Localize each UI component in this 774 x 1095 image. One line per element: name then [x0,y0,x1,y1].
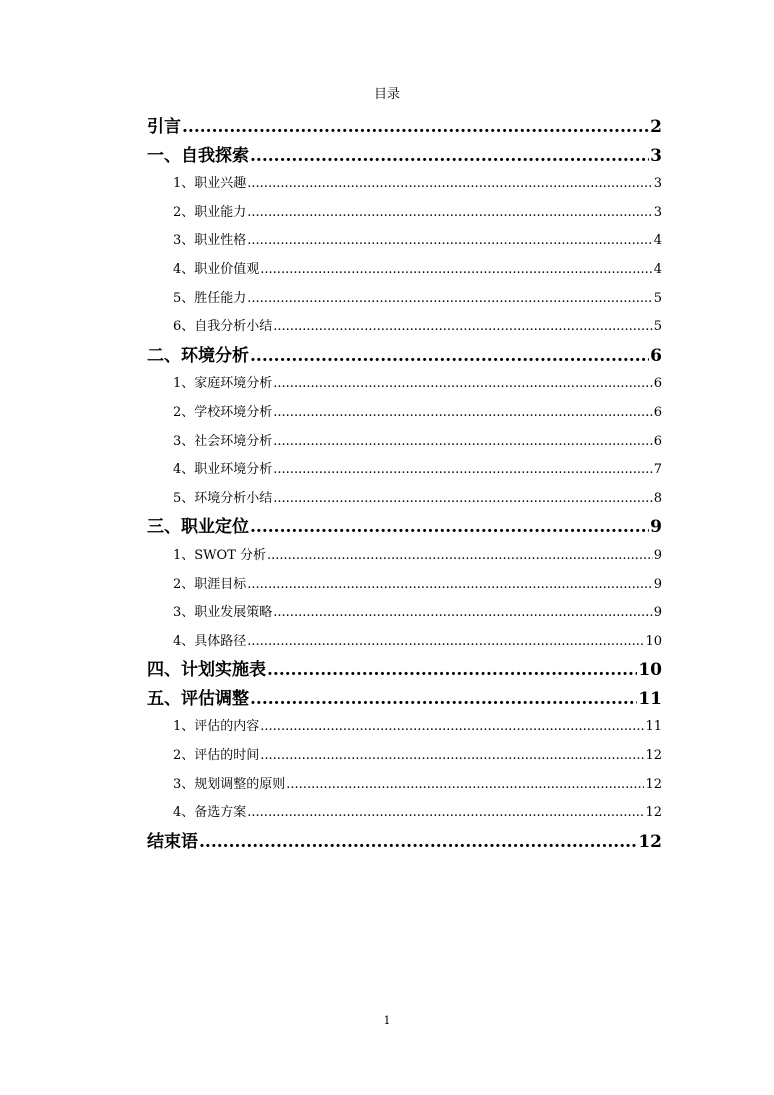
toc-section-entry[interactable] [147,713,662,742]
toc-entry-page-number: 3 [653,176,662,192]
toc-dot-leader [250,342,649,371]
toc-entry-page-number: 7 [653,462,662,478]
toc-dot-leader [273,485,652,514]
toc-entry-page-number: 9 [650,517,662,538]
toc-dot-leader [273,313,652,342]
toc-section-entry[interactable] [147,771,662,800]
toc-entry-page-number: 4 [653,261,662,277]
toc-chapter-entry[interactable] [147,113,662,142]
toc-chapter-entry[interactable] [147,656,662,685]
toc-entry-page-number: 6 [653,404,662,420]
toc-entry-page-number: 6 [650,345,662,366]
toc-section-entry[interactable] [147,170,662,199]
toc-section-entry[interactable] [147,285,662,314]
toc-entry-label: 5、胜任能力 [173,290,247,306]
toc-entry-label: 4、备选方案 [173,805,247,821]
toc-entry-page-number: 10 [645,633,662,649]
toc-entry-page-number: 10 [638,660,662,681]
toc-entry-label: 3、职业性格 [173,233,247,249]
table-of-contents [147,113,662,856]
toc-entry-page-number: 12 [645,776,662,792]
toc-chapter-entry[interactable] [147,513,662,542]
toc-dot-leader [273,370,652,399]
toc-section-entry[interactable] [147,599,662,628]
toc-dot-leader [247,571,652,600]
toc-entry-page-number: 6 [653,376,662,392]
toc-section-entry[interactable] [147,456,662,485]
toc-entry-page-number: 11 [645,719,662,735]
toc-section-entry[interactable] [147,313,662,342]
toc-chapter-entry[interactable] [147,685,662,714]
toc-chapter-entry[interactable] [147,342,662,371]
toc-dot-leader [247,799,644,828]
toc-entry-label: 2、职业能力 [173,204,247,220]
toc-entry-label: 4、职业价值观 [173,261,260,277]
toc-dot-leader [247,227,652,256]
toc-entry-label: 1、评估的内容 [173,719,260,735]
toc-entry-page-number: 2 [650,117,662,137]
toc-dot-leader [273,599,652,628]
toc-entry-page-number: 6 [653,433,662,449]
toc-dot-leader [250,513,649,542]
toc-dot-leader [247,628,644,657]
toc-entry-label: 二、环境分析 [147,345,249,366]
toc-dot-leader [199,828,637,857]
toc-section-entry[interactable] [147,799,662,828]
toc-entry-page-number: 9 [653,605,662,621]
toc-section-entry[interactable] [147,571,662,600]
toc-chapter-entry[interactable] [147,828,662,857]
toc-entry-page-number: 12 [645,805,662,821]
toc-section-entry[interactable] [147,628,662,657]
toc-dot-leader [260,256,652,285]
toc-entry-page-number: 5 [653,290,662,306]
toc-entry-label: 5、环境分析小结 [173,490,273,506]
toc-section-entry[interactable] [147,199,662,228]
toc-entry-label: 3、规划调整的原则 [173,776,286,792]
toc-entry-label: 3、职业发展策略 [173,605,273,621]
toc-entry-label: 2、学校环境分析 [173,404,273,420]
toc-entry-page-number: 12 [645,748,662,764]
toc-entry-label: 五、评估调整 [147,688,249,709]
page-title: 目录 [373,87,400,102]
toc-dot-leader [247,285,652,314]
toc-entry-label: 1、家庭环境分析 [173,376,273,392]
footer-page-number: 1 [383,1014,391,1027]
toc-dot-leader [260,742,644,771]
toc-entry-page-number: 9 [653,547,662,563]
toc-entry-label: 2、职涯目标 [173,576,247,592]
toc-entry-label: 结束语 [147,831,198,852]
toc-section-entry[interactable] [147,485,662,514]
toc-entry-label: 四、计划实施表 [147,660,266,681]
toc-entry-label: 引言 [147,117,181,137]
toc-entry-label: 1、SWOT 分析 [173,547,266,563]
toc-dot-leader [247,170,652,199]
toc-entry-page-number: 3 [653,204,662,220]
toc-dot-leader [267,542,653,571]
toc-dot-leader [250,142,649,171]
toc-entry-page-number: 12 [638,831,662,852]
toc-dot-leader [267,656,637,685]
toc-dot-leader [247,199,652,228]
toc-entry-label: 4、职业环境分析 [173,462,273,478]
toc-chapter-entry[interactable] [147,142,662,171]
toc-section-entry[interactable] [147,370,662,399]
toc-entry-page-number: 4 [653,233,662,249]
toc-dot-leader [260,713,644,742]
toc-entry-label: 三、职业定位 [147,517,249,538]
toc-entry-page-number: 9 [653,576,662,592]
toc-section-entry[interactable] [147,399,662,428]
toc-entry-page-number: 5 [653,319,662,335]
toc-entry-label: 6、自我分析小结 [173,319,273,335]
toc-section-entry[interactable] [147,256,662,285]
toc-dot-leader [250,685,637,714]
toc-section-entry[interactable] [147,227,662,256]
toc-entry-page-number: 11 [638,688,662,709]
toc-dot-leader [273,428,652,457]
toc-entry-label: 1、职业兴趣 [173,176,247,192]
toc-dot-leader [273,399,652,428]
toc-entry-page-number: 3 [650,145,662,166]
toc-entry-label: 4、具体路径 [173,633,247,649]
toc-entry-label: 2、评估的时间 [173,748,260,764]
toc-dot-leader [182,113,649,142]
toc-dot-leader [273,456,652,485]
toc-section-entry[interactable] [147,428,662,457]
toc-entry-label: 一、自我探索 [147,145,249,166]
toc-section-entry[interactable] [147,542,662,571]
toc-entry-page-number: 8 [653,490,662,506]
toc-dot-leader [286,771,644,800]
toc-section-entry[interactable] [147,742,662,771]
toc-entry-label: 3、社会环境分析 [173,433,273,449]
